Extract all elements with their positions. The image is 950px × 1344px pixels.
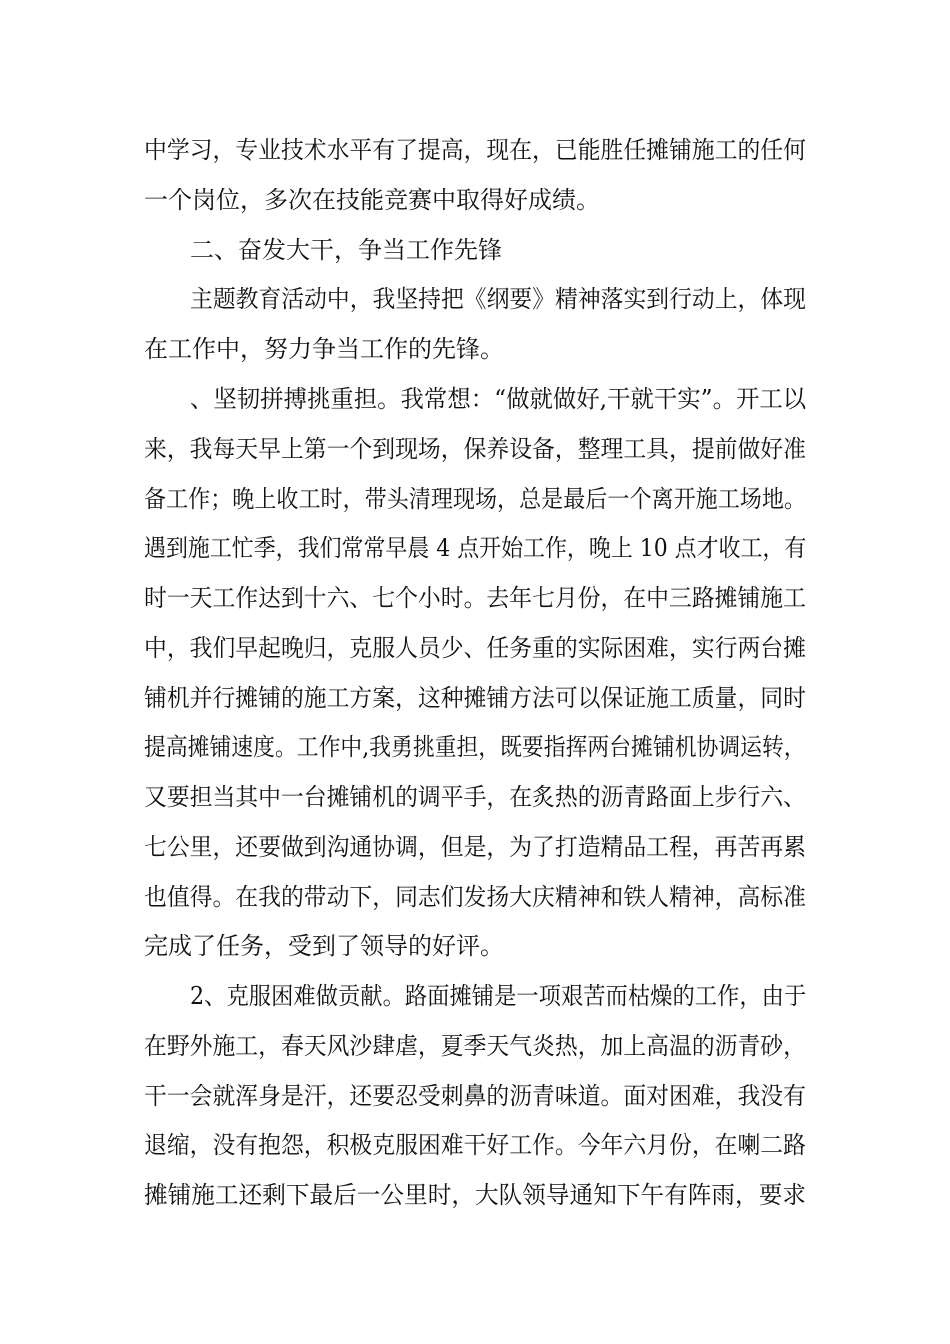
text-line: 备工作；晚上收工时，带头清理现场，总是最后一个离开施工场地。 bbox=[144, 485, 806, 513]
text-line: 中学习，专业技术水平有了提高，现在，已能胜任摊铺施工的任何 bbox=[144, 136, 806, 164]
text-line: 七公里，还要做到沟通协调，但是，为了打造精品工程，再苦再累 bbox=[144, 833, 806, 861]
text-line: 铺机并行摊铺的施工方案，这种摊铺方法可以保证施工质量，同时 bbox=[144, 684, 806, 712]
text-line: 退缩，没有抱怨，积极克服困难干好工作。今年六月份，在喇二路 bbox=[144, 1131, 806, 1159]
text-line: 干一会就浑身是汗，还要忍受刺鼻的沥青味道。面对困难，我没有 bbox=[144, 1082, 806, 1110]
section-heading: 二、奋发大干，争当工作先锋 bbox=[190, 236, 502, 264]
text-line: 在野外施工，春天风沙肆虐，夏季天气炎热，加上高温的沥青砂， bbox=[144, 1032, 806, 1060]
text-line: 完成了任务，受到了领导的好评。 bbox=[144, 932, 504, 960]
text-line: 、坚韧拼搏挑重担。我常想：“做就做好,干就干实”。开工以 bbox=[190, 385, 807, 413]
text-line: 遇到施工忙季，我们常常早晨 4 点开始工作，晚上 10 点才收工，有 bbox=[144, 534, 807, 562]
text-line: 摊铺施工还剩下最后一公里时，大队领导通知下午有阵雨，要求 bbox=[144, 1181, 806, 1209]
text-line: 中，我们早起晚归，克服人员少、任务重的实际困难，实行两台摊 bbox=[144, 634, 806, 662]
text-line: 时一天工作达到十六、七个小时。去年七月份，在中三路摊铺施工 bbox=[144, 584, 806, 612]
text-line: 2、克服困难做贡献。路面摊铺是一项艰苦而枯燥的工作，由于 bbox=[190, 982, 807, 1010]
text-line: 来，我每天早上第一个到现场，保养设备，整理工具，提前做好准 bbox=[144, 435, 806, 463]
text-line: 也值得。在我的带动下，同志们发扬大庆精神和铁人精神，高标准 bbox=[144, 883, 806, 911]
text-line: 又要担当其中一台摊铺机的调平手，在炙热的沥青路面上步行六、 bbox=[144, 783, 806, 811]
text-line: 主题教育活动中，我坚持把《纲要》精神落实到行动上，体现 bbox=[190, 285, 806, 313]
text-line: 在工作中，努力争当工作的先锋。 bbox=[144, 335, 504, 363]
text-line: 一个岗位，多次在技能竞赛中取得好成绩。 bbox=[144, 186, 600, 214]
text-line: 提高摊铺速度。工作中,我勇挑重担，既要指挥两台摊铺机协调运转， bbox=[144, 733, 806, 761]
